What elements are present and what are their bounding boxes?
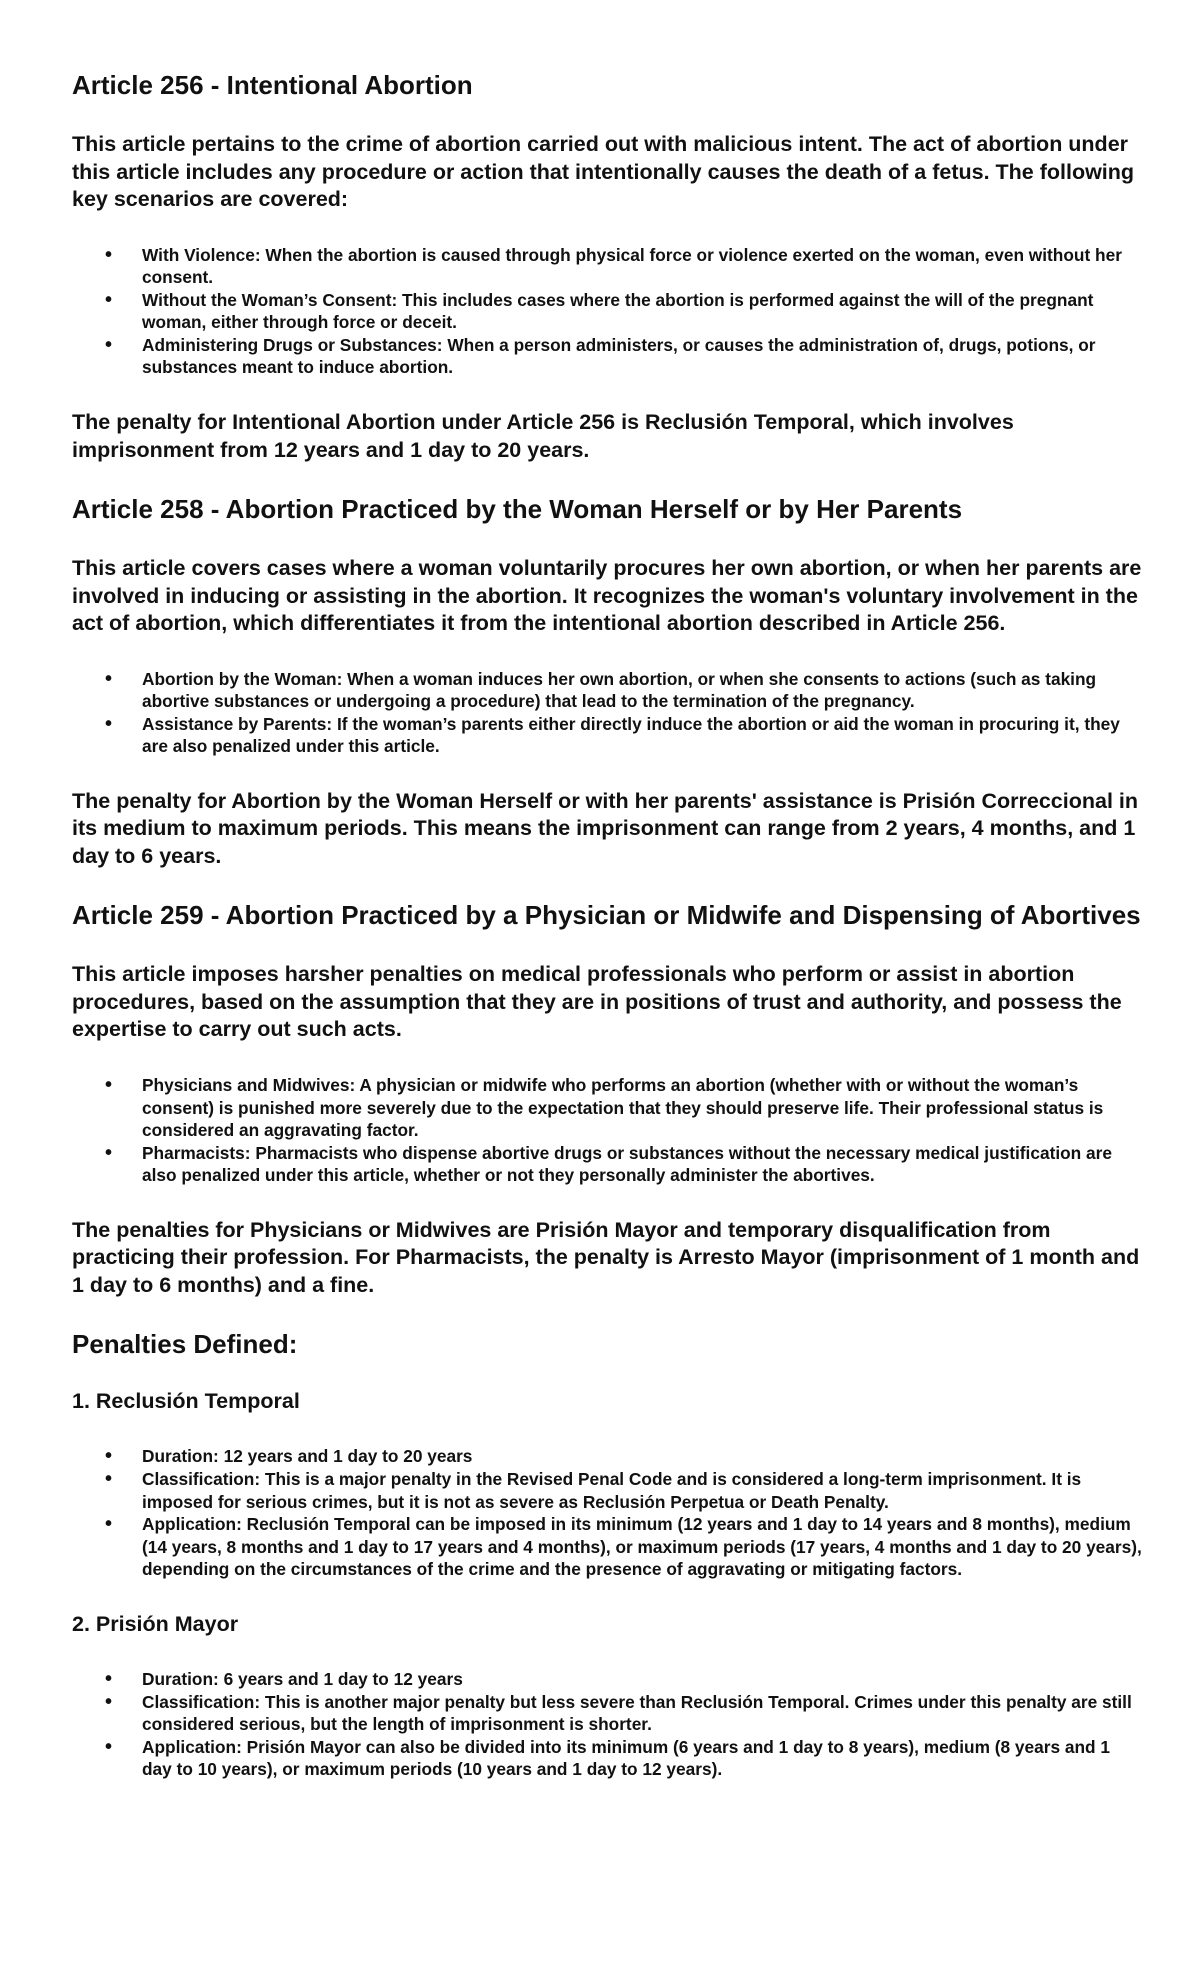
list-item: • Application: Reclusión Temporal can be imposed in its minimum (12 years and 1 day to 14 years and 8 months), medium (14 years, 8 months and 1 day to 17 years and 4 months), or maximum periods (17 years, 4 months and 1 day to 20 years), depending on the circumstances of the crime and the presence of aggravating or mitigating factors. <box>142 1513 1142 1581</box>
list-item: • Pharmacists: Pharmacists who dispense abortive drugs or substances without the necessary medical justification are also penalized under this article, whether or not they personally administer the abortives. <box>142 1142 1142 1187</box>
document-page <box>72 70 1142 1811</box>
prision-mayor-heading: 2. Prisión Mayor <box>72 1611 239 1636</box>
reclusion-temporal-list <box>72 1445 1142 1581</box>
article-258-heading: Article 258 - Abortion Practiced by the Woman Herself or by Her Parents <box>72 494 963 525</box>
article-258-intro: This article covers cases where a woman voluntarily procures her own abortion, or when her parents are involved in inducing or assisting in the abortion. It recognizes the woman's voluntary involvement in the act of abortion, which differentiates it from the intentional abortion described in Article 256. <box>72 556 1142 636</box>
list-item: • With Violence: When the abortion is caused through physical force or violence exerted on the woman, even without her consent. <box>142 244 1142 289</box>
list-item: • Classification: This is a major penalty in the Revised Penal Code and is considered a long-term imprisonment. It is imposed for serious crimes, but it is not as severe as Reclusión Perpetua or Death Penalty. <box>142 1468 1142 1513</box>
list-item: • Duration: 6 years and 1 day to 12 years <box>142 1668 1142 1691</box>
article-258-penalty: The penalty for Abortion by the Woman Herself or with her parents' assistance is Prisión Correccional in its medium to maximum periods. This means the imprisonment can range from 2 years, 4 months, and 1 day to 6 years. <box>72 788 1139 868</box>
article-259-intro: This article imposes harsher penalties on medical professionals who perform or assist in abortion procedures, based on the assumption that they are in positions of trust and authority, and possess the expertise to carry out such acts. <box>72 962 1122 1042</box>
list-item: • Abortion by the Woman: When a woman induces her own abortion, or when she consents to actions (such as taking abortive substances or undergoing a procedure) that lead to the termination of the pregnancy. <box>142 668 1142 713</box>
list-item: • Administering Drugs or Substances: When a person administers, or causes the administration of, drugs, potions, or substances meant to induce abortion. <box>142 334 1142 379</box>
article-259-heading: Article 259 - Abortion Practiced by a Physician or Midwife and Dispensing of Abortives <box>72 900 1141 931</box>
penalties-heading: Penalties Defined: <box>72 1329 298 1360</box>
article-256-penalty: The penalty for Intentional Abortion under Article 256 is Reclusión Temporal, which involves imprisonment from 12 years and 1 day to 20 years. <box>72 410 1014 462</box>
list-item: • Assistance by Parents: If the woman’s parents either directly induce the abortion or aid the woman in procuring it, they are also penalized under this article. <box>142 713 1142 758</box>
article-256-heading: Article 256 - Intentional Abortion <box>72 70 473 100</box>
article-259-list <box>72 1074 1142 1187</box>
list-item: • Duration: 12 years and 1 day to 20 years <box>142 1445 1142 1468</box>
article-256-intro: This article pertains to the crime of abortion carried out with malicious intent. The act of abortion under this article includes any procedure or action that intentionally causes the death of a fetus. The following key scenarios are covered: <box>72 132 1135 211</box>
article-259-penalty: The penalties for Physicians or Midwives are Prisión Mayor and temporary disqualification from practicing their profession. For Pharmacists, the penalty is Arresto Mayor (imprisonment of 1 month and 1 day to 6 months) and a fine. <box>72 1217 1140 1297</box>
list-item: • Application: Prisión Mayor can also be divided into its minimum (6 years and 1 day to 8 years), medium (8 years and 1 day to 10 years), or maximum periods (10 years and 1 day to 12 years). <box>142 1736 1142 1781</box>
article-256-list <box>72 244 1142 380</box>
list-item: • Physicians and Midwives: A physician or midwife who performs an abortion (whether with or without the woman’s consent) is punished more severely due to the expectation that they should preserve life. Their professional status is considered an aggravating factor. <box>142 1074 1142 1142</box>
list-item: • Classification: This is another major penalty but less severe than Reclusión Temporal. Crimes under this penalty are still considered serious, but the length of imprisonment is shorter. <box>142 1691 1142 1736</box>
article-258-list <box>72 668 1142 758</box>
reclusion-temporal-heading: 1. Reclusión Temporal <box>72 1389 300 1414</box>
list-item: • Without the Woman’s Consent: This includes cases where the abortion is performed against the will of the pregnant woman, either through force or deceit. <box>142 289 1142 334</box>
prision-mayor-list <box>72 1668 1142 1781</box>
